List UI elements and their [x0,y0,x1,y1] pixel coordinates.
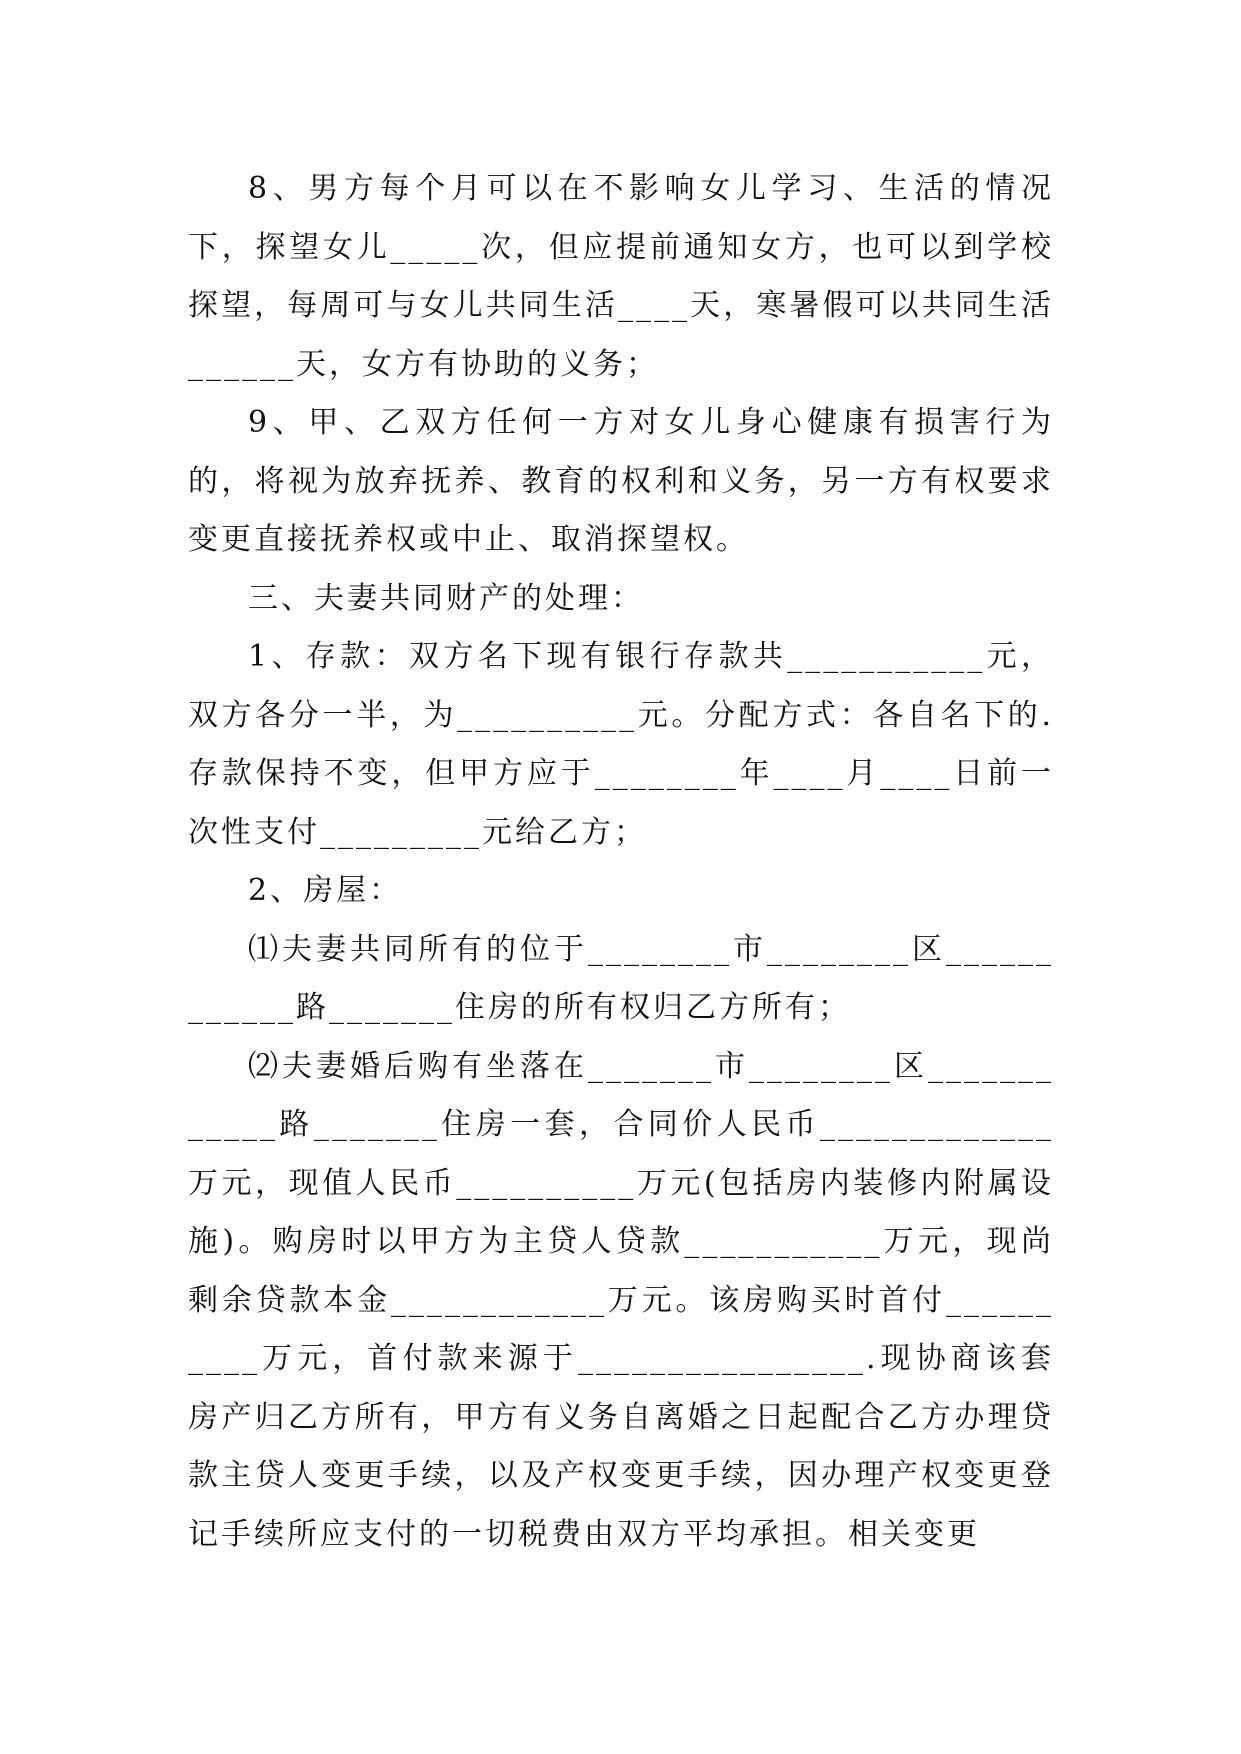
section-heading-property: 三、夫妻共同财产的处理： [248,580,644,616]
paragraph-deposits: 1、存款：双方名下现有银行存款共___________元，双方各分一半，为__________元。分配方式：各自名下的.存款保持不变，但甲方应于________年____月____日前一次性支付_________元给乙方； [188,639,1054,850]
paragraph-harm-clause: 9、甲、乙双方任何一方对女儿身心健康有损害行为的，将视为放弃抚养、教育的权利和义务，另一方有权要求变更直接抚养权或中止、取消探望权。 [188,405,1054,557]
paragraph-visitation-rights: 8、男方每个月可以在不影响女儿学习、生活的情况下，探望女儿_____次，但应提前通知女方，也可以到学校探望，每周可与女儿共同生活____天，寒暑假可以共同生活______天，女方有协助的义务； [188,171,1054,382]
paragraph-house-item-1: ⑴夫妻共同所有的位于________市________区____________路_______住房的所有权归乙方所有； [188,931,1054,1025]
document-body [188,160,1054,1564]
paragraph-housing-heading: 2、房屋： [248,873,403,908]
paragraph-house-item-2: ⑵夫妻婚后购有坐落在_______市________区____________路_______住房一套，合同价人民币_____________万元，现值人民币__________万元(包括房内装修内附属设施)。购房时以甲方为主贷人贷款___________万元，现尚剩余贷款本金____________万元。该房购买时首付__________万元，首付款来源于________________.现协商该套房产归乙方所有，甲方有义务自离婚之日起配合乙方办理贷款主贷人变更手续，以及产权变更手续，因办理产权变更登记手续所应支付的一切税费由双方平均承担。相关变更 [188,1048,1054,1552]
